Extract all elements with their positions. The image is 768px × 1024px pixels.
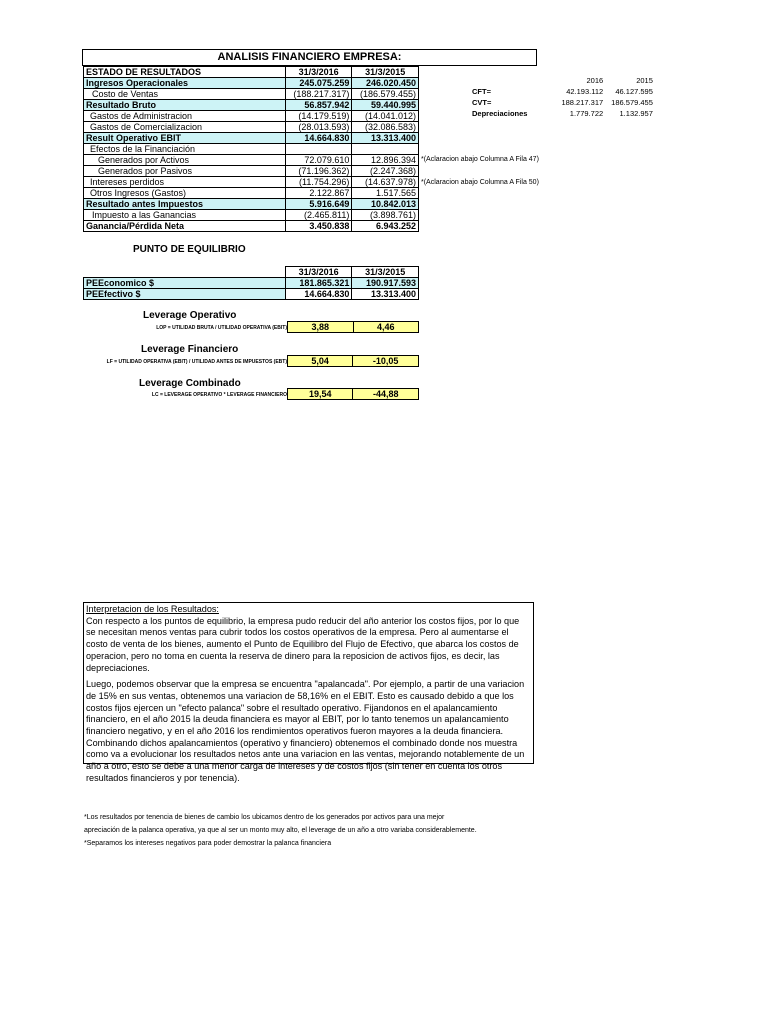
row-label: Result Operativo EBIT bbox=[84, 133, 286, 144]
table-row bbox=[84, 278, 419, 289]
table-row bbox=[84, 177, 419, 188]
table-row bbox=[468, 97, 657, 108]
table-row bbox=[84, 199, 419, 210]
table-header-row bbox=[84, 67, 419, 78]
table-row bbox=[468, 108, 657, 119]
row-value-2015: (14.637.978) bbox=[352, 177, 419, 188]
row-label: Gastos de Administracion bbox=[84, 111, 286, 122]
header-date-2016: 31/3/2016 bbox=[285, 67, 352, 78]
value-2015: 4,46 bbox=[353, 322, 419, 333]
combined-leverage-title: Leverage Combinado bbox=[139, 378, 241, 389]
row-value-2015: (186.579.455) bbox=[352, 89, 419, 100]
interpretation-paragraph-1: Con respecto a los puntos de equilibrio, la empresa pudo reducir del año anterior los costos fijos, por lo que se necesitan menos ventas para cubrir todos los costos operativos de la empresa. Pero al aumentarse el costo de venta de los bienes, aumento el Punto de Equilibro del Flujo de Efectivo, que abarca los costos de operacion, pero no toma en cuenta la reserva de dinero para la reposicion de activos fijos, es decir, las depreciaciones. bbox=[86, 615, 520, 673]
row-value-2015: 1.132.957 bbox=[619, 109, 653, 118]
row-label: Otros Ingresos (Gastos) bbox=[84, 188, 286, 199]
break-even-table bbox=[83, 266, 419, 300]
row-label: CFT= bbox=[472, 87, 491, 96]
value-2015: -44,88 bbox=[353, 389, 419, 400]
table-row bbox=[84, 133, 419, 144]
table-row bbox=[84, 221, 419, 232]
row-value-2015: (2.247.368) bbox=[352, 166, 419, 177]
row-value-2015: 246.020.450 bbox=[352, 78, 419, 89]
cost-summary-table bbox=[468, 75, 657, 119]
table-row bbox=[84, 155, 419, 166]
row-value-2015: (32.086.583) bbox=[352, 122, 419, 133]
footnote-2: *Separamos los intereses negativos para poder demostrar la palanca financiera bbox=[84, 840, 332, 847]
row-value-2015: 12.896.394 bbox=[352, 155, 419, 166]
row-label: Depreciaciones bbox=[472, 109, 528, 118]
row-value-2016: 42.193.112 bbox=[566, 87, 604, 96]
year-header-row bbox=[468, 75, 657, 86]
table-row bbox=[84, 210, 419, 221]
header-date-2015: 31/3/2015 bbox=[352, 67, 419, 78]
note-activos: *(Aclaracion abajo Columna A Fila 47) bbox=[421, 156, 539, 163]
break-even-title: PUNTO DE EQUILIBRIO bbox=[133, 244, 246, 255]
combined-leverage-formula: LC = LEVERAGE OPERATIVO * LEVERAGE FINANCIERO bbox=[151, 392, 287, 398]
row-value-2016: (71.196.362) bbox=[285, 166, 352, 177]
header-label: ESTADO DE RESULTADOS bbox=[84, 67, 286, 78]
row-label: Resultado antes Impuestos bbox=[84, 199, 286, 210]
row-label: PEEconomico $ bbox=[84, 278, 286, 289]
row-value-2015: 59.440.995 bbox=[352, 100, 419, 111]
row-value-2015: 1.517.565 bbox=[352, 188, 419, 199]
row-value-2016: 14.664.830 bbox=[285, 289, 352, 300]
row-label bbox=[468, 75, 557, 86]
row-value-2016: 2.122.867 bbox=[285, 188, 352, 199]
table-row bbox=[288, 389, 419, 400]
footnote-1a: *Los resultados por tenencia de bienes de cambio los ubicamos dentro de los generados por activos para una mejor bbox=[84, 814, 445, 821]
row-value-2016: 245.075.259 bbox=[285, 78, 352, 89]
financial-leverage-formula: LF = UTILIDAD OPERATIVA (EBIT) / UTILIDAD ANTES DE IMPUESTOS (EBT) bbox=[106, 359, 287, 365]
note-intereses: *(Aclaracion abajo Columna A Fila 50) bbox=[421, 179, 539, 186]
row-label: CVT= bbox=[472, 98, 492, 107]
row-value-2016: (2.465.811) bbox=[285, 210, 352, 221]
row-value-2016: 5.916.649 bbox=[285, 199, 352, 210]
row-value-2015: 46.127.595 bbox=[615, 87, 653, 96]
row-value-2015: 186.579.455 bbox=[611, 98, 653, 107]
table-row bbox=[84, 122, 419, 133]
financial-leverage-title: Leverage Financiero bbox=[141, 344, 239, 355]
value-2016: 3,88 bbox=[288, 322, 354, 333]
row-label: Generados por Activos bbox=[84, 155, 286, 166]
value-2016: 19,54 bbox=[288, 389, 353, 400]
combined-leverage-values bbox=[287, 388, 419, 400]
row-value-2015 bbox=[352, 144, 419, 155]
footnotes bbox=[84, 811, 477, 850]
row-value-2015: 6.943.252 bbox=[352, 221, 419, 232]
table-row bbox=[84, 166, 419, 177]
table-row bbox=[84, 78, 419, 89]
value-2016: 5,04 bbox=[288, 356, 353, 367]
table-header-row bbox=[84, 267, 419, 278]
row-value-2015: 190.917.593 bbox=[352, 278, 419, 289]
row-label: Efectos de la Financiación bbox=[84, 144, 286, 155]
row-value-2016: 188.217.317 bbox=[561, 98, 604, 107]
table-row bbox=[288, 322, 419, 333]
row-label: Impuesto a las Ganancias bbox=[84, 210, 286, 221]
table-row bbox=[84, 111, 419, 122]
interpretation-paragraph-2: Luego, podemos observar que la empresa se encuentra "apalancada". Por ejemplo, a partir de una variacion de 15% en sus ventas, obtenemos una variacion de 58,16% en el EBIT. Esto es causado debido a que los costos fijos ejercen un "efecto palanca" sobre el resultado operativo. Fijandonos en el apalancamiento financiero, en el año 2015 la deuda financiera es mayor al EBIT, por lo tanto tenemos un apalancamiento financiero negativo, y en el año 2016 los rendimientos operativos fueron mayores a la deuda financiera. Combinando dichos apalancamientos (operativo y financiero) obtenemos el combinado donde nos muestra como va a evolucionar los resultados netos ante una variacion en las ventas, mejorando notablemente de un año a otro, esto se debe a una menor carga de intereses y de costos fijos (sin tener en cuenta los otros resultados financieros y por tenencia). bbox=[86, 679, 525, 783]
year-2015: 2015 bbox=[636, 76, 653, 85]
income-statement-table bbox=[83, 66, 419, 232]
operating-leverage-values bbox=[287, 321, 419, 333]
row-label: Generados por Pasivos bbox=[84, 166, 286, 177]
header-date-2015: 31/3/2015 bbox=[352, 267, 419, 278]
table-row bbox=[468, 86, 657, 97]
row-label: Ganancia/Pérdida Neta bbox=[84, 221, 286, 232]
value-2015: -10,05 bbox=[353, 356, 419, 367]
row-value-2015: (14.041.012) bbox=[352, 111, 419, 122]
row-label: Gastos de Comercializacion bbox=[84, 122, 286, 133]
row-label: Intereses perdidos bbox=[84, 177, 286, 188]
row-value-2016 bbox=[285, 144, 352, 155]
row-value-2016: (11.754.296) bbox=[285, 177, 352, 188]
row-value-2016: (188.217.317) bbox=[285, 89, 352, 100]
row-label: Ingresos Operacionales bbox=[84, 78, 286, 89]
footnote-1b: apreciación de la palanca operativa, ya que al ser un monto muy alto, el leverage de un año a otro variaba considerablemente. bbox=[84, 827, 477, 834]
year-2016: 2016 bbox=[586, 76, 604, 85]
row-label: PEEfectivo $ bbox=[84, 289, 286, 300]
interpretation-box bbox=[83, 602, 534, 783]
row-value-2016: 56.857.942 bbox=[285, 100, 352, 111]
header-date-2016: 31/3/2016 bbox=[285, 267, 352, 278]
page-title: ANALISIS FINANCIERO EMPRESA: bbox=[82, 49, 537, 66]
row-value-2015: 10.842.013 bbox=[352, 199, 419, 210]
row-value-2015: 13.313.400 bbox=[352, 289, 419, 300]
operating-leverage-title: Leverage Operativo bbox=[143, 310, 237, 321]
row-value-2015: (3.898.761) bbox=[352, 210, 419, 221]
table-row bbox=[288, 356, 419, 367]
row-value-2016: 14.664.830 bbox=[285, 133, 352, 144]
table-row bbox=[84, 188, 419, 199]
table-row bbox=[84, 289, 419, 300]
row-value-2016: 3.450.838 bbox=[285, 221, 352, 232]
row-value-2016: (28.013.593) bbox=[285, 122, 352, 133]
row-value-2015: 13.313.400 bbox=[352, 133, 419, 144]
header-blank bbox=[84, 267, 286, 278]
row-label: Costo de Ventas bbox=[84, 89, 286, 100]
financial-leverage-values bbox=[287, 355, 419, 367]
table-row bbox=[84, 144, 419, 155]
table-row bbox=[84, 100, 419, 111]
interpretation-heading: Interpretacion de los Resultados: bbox=[86, 604, 219, 614]
table-row bbox=[84, 89, 419, 100]
row-value-2016: 181.865.321 bbox=[285, 278, 352, 289]
row-value-2016: 1.779.722 bbox=[569, 109, 604, 118]
row-value-2016: (14.179.519) bbox=[285, 111, 352, 122]
row-value-2016: 72.079.610 bbox=[285, 155, 352, 166]
operating-leverage-formula: LOP = UTILIDAD BRUTA / UTILIDAD OPERATIVA (EBIT) bbox=[156, 325, 287, 331]
row-label: Resultado Bruto bbox=[84, 100, 286, 111]
